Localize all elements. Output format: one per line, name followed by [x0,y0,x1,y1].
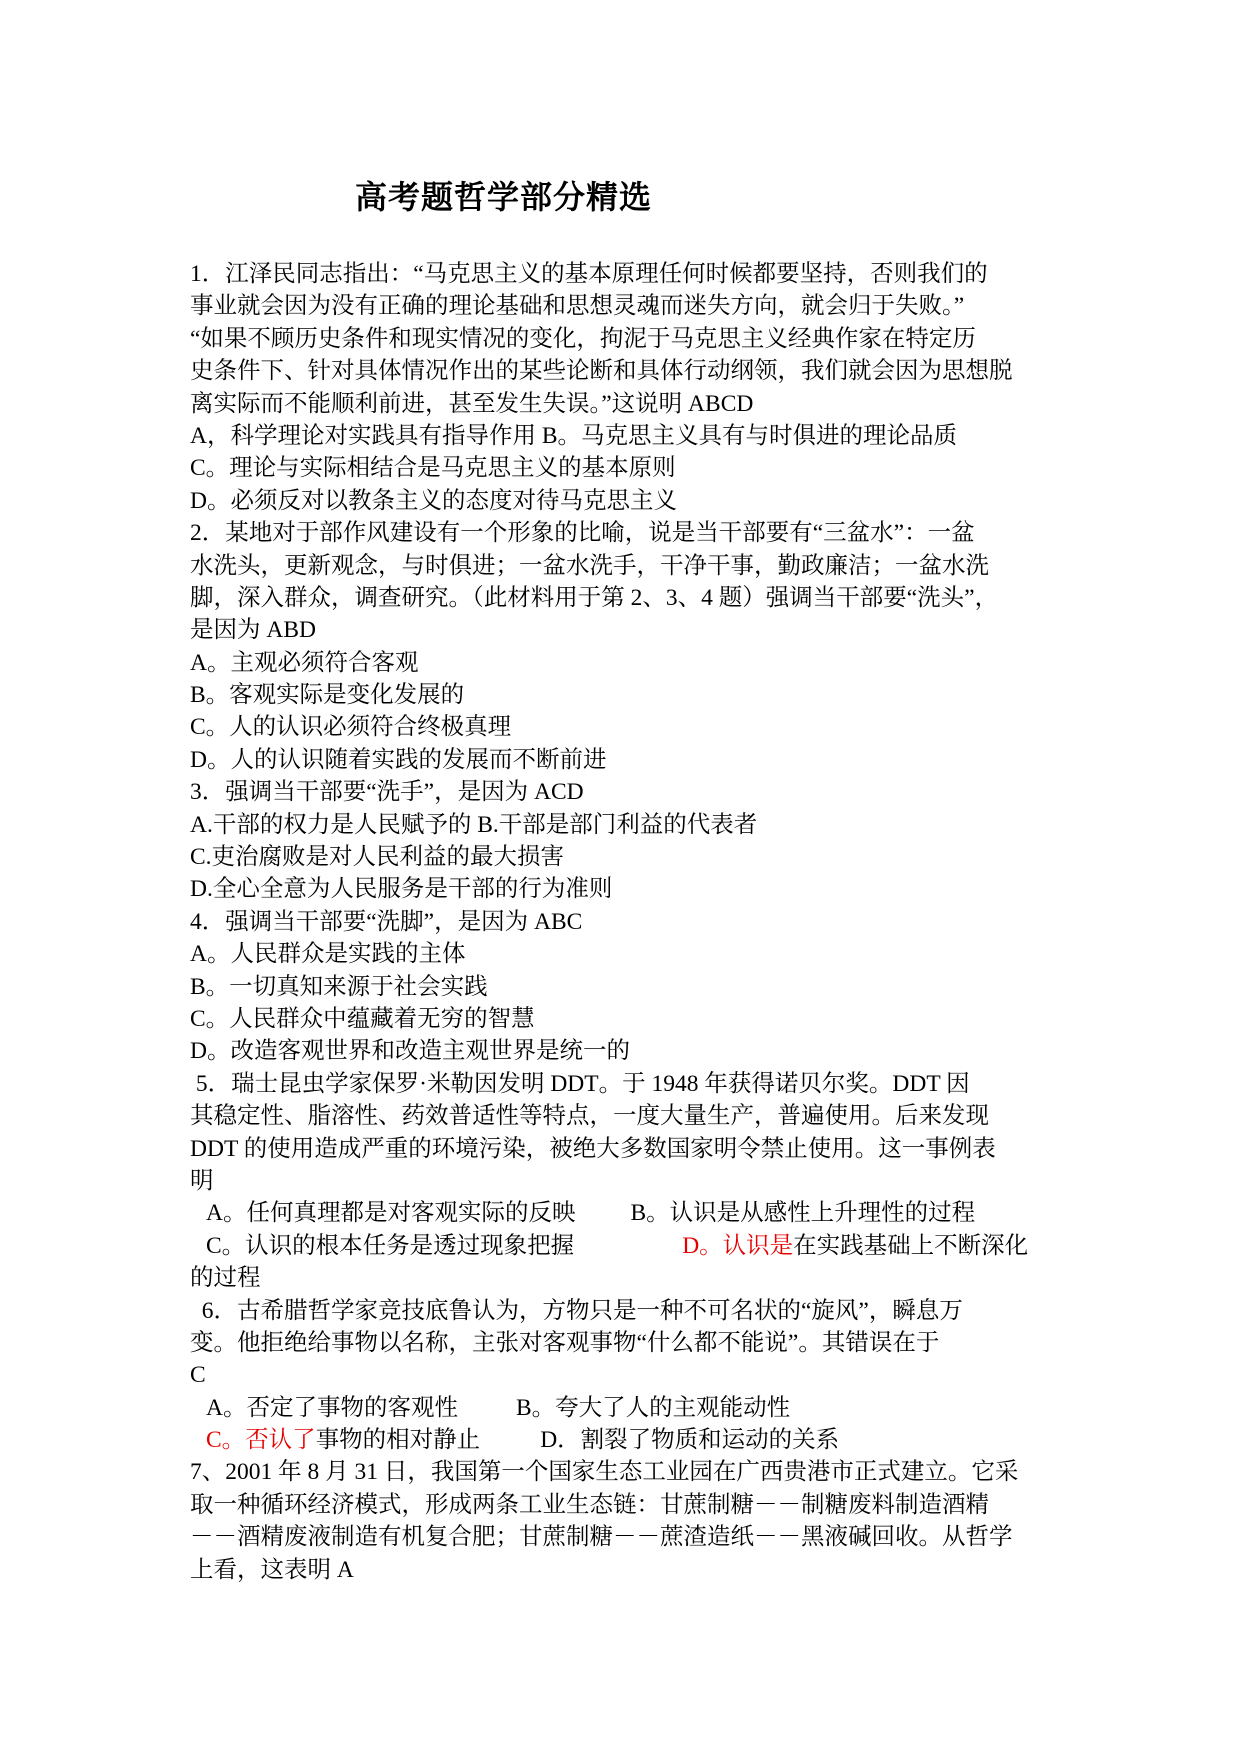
q6-option-c-text: 事物的相对静止 [315,1427,481,1454]
text-line: C。理论与实际相结合是马克思主义的基本原则 [190,455,676,482]
document-body [190,258,1060,1586]
text-line: 5．瑞士昆虫学家保罗·米勒因发明 DDT。于 1948 年获得诺贝尔奖。DDT 因 [190,1070,970,1097]
text-line: 7、2001 年 8 月 31 日，我国第一个国家生态工业园在广西贵港市正式建立。它采 [190,1459,1019,1486]
text-line: 取一种循环经济模式，形成两条工业生态链：甘蔗制糖－－制糖废料制造酒精 [190,1491,989,1518]
text-line: 4．强调当干部要“洗脚”，是因为 ABC [190,908,583,935]
text-line: A。主观必须符合客观 [190,649,419,676]
text-line: 3．强调当干部要“洗手”，是因为 ACD [190,779,584,806]
text-line: D。必须反对以教条主义的态度对待马克思主义 [190,487,677,514]
text-line: D.全心全意为人民服务是干部的行为准则 [190,876,613,903]
text-line: 是因为 ABD [190,617,316,644]
text-line: －－酒精废液制造有机复合肥；甘蔗制糖－－蔗渣造纸－－黑液碱回收。从哲学 [190,1524,1013,1551]
text-line: D。人的认识随着实践的发展而不断前进 [190,746,607,773]
text-line: A.干部的权力是人民赋予的 B.干部是部门利益的代表者 [190,811,758,838]
text-line: 其稳定性、脂溶性、药效普适性等特点，一度大量生产，普遍使用。后来发现 [190,1103,989,1130]
text-line: C。人民群众中蕴藏着无穷的智慧 [190,1005,535,1032]
text-line: 明 [190,1167,214,1194]
text-line: 变。他拒绝给事物以名称，主张对客观事物“什么都不能说”。其错误在于 [190,1329,940,1356]
text-line: 的过程 [190,1265,261,1292]
q6-option-a: A。否定了事物的客观性 [206,1394,458,1421]
text-line: 1．江泽民同志指出：“马克思主义的基本原理任何时候都要坚持，否则我们的 [190,261,988,287]
q5-option-c: C。认识的根本任务是透过现象把握 [206,1232,575,1259]
q6-options-row-2 [190,1424,1060,1456]
text-line: B。客观实际是变化发展的 [190,682,465,709]
document-title: 高考题哲学部分精选 [355,178,653,216]
text-line: 离实际而不能顺利前进，甚至发生失误。”这说明 ABCD [190,390,754,417]
text-line: C。人的认识必须符合终极真理 [190,714,512,741]
q6-option-c-highlight: C。否认了 [206,1427,316,1454]
text-line: A，科学理论对实践具有指导作用 B。马克思主义具有与时俱进的理论品质 [190,422,958,449]
text-line: B。一切真知来源于社会实践 [190,973,488,1000]
q6-options-row-1 [190,1392,1060,1424]
q6-option-b: B。夸大了人的主观能动性 [515,1394,791,1421]
text-line: C [190,1362,206,1389]
text-line: 上看，这表明 A [190,1556,354,1583]
q5-option-d-highlight: D。认识是 [682,1232,794,1259]
text-line: 事业就会因为没有正确的理论基础和思想灵魂而迷失方向，就会归于失败。” [190,293,965,320]
text-line: DDT 的使用造成严重的环境污染，被绝大多数国家明令禁止使用。这一事例表 [190,1135,996,1162]
text-line: 2．某地对于部作风建设有一个形象的比喻，说是当干部要有“三盆水”：一盆 [190,520,975,547]
text-line: 脚，深入群众，调查研究。（此材料用于第 2、3、4 题）强调当干部要“洗头”， [190,584,999,611]
text-line: D。改造客观世界和改造主观世界是统一的 [190,1038,630,1065]
text-line: 6．古希腊哲学家竞技底鲁认为，方物只是一种不可名状的“旋风”，瞬息万 [190,1297,963,1324]
q5-option-a: A。任何真理都是对客观实际的反映 [206,1200,576,1227]
q5-options-row-1 [190,1197,1060,1229]
q5-options-row-2 [190,1230,1060,1262]
text-line: 水洗头，更新观念，与时俱进；一盆水洗手，干净干事，勤政廉洁；一盆水洗 [190,552,989,579]
text-line: “如果不顾历史条件和现实情况的变化，拘泥于马克思主义经典作家在特定历 [190,325,976,352]
text-line: C.吏治腐败是对人民利益的最大损害 [190,844,565,871]
text-line: A。人民群众是实践的主体 [190,941,466,968]
q5-option-b: B。认识是从感性上升理性的过程 [630,1200,976,1227]
q6-option-d: D．割裂了物质和运动的关系 [540,1427,840,1454]
q5-option-d-text: 在实践基础上不断深化 [793,1232,1029,1259]
text-line: 史条件下、针对具体情况作出的某些论断和具体行动纲领，我们就会因为思想脱 [190,358,1013,385]
